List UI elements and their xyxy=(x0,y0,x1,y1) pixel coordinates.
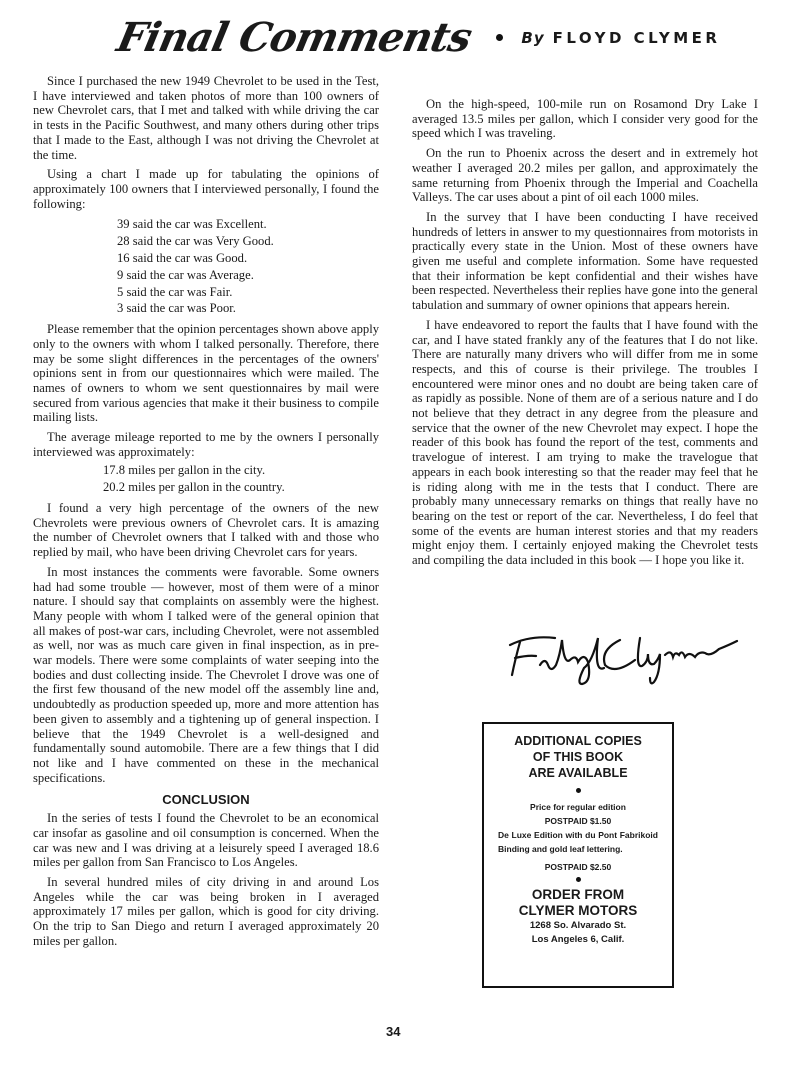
paragraph: I have endeavored to report the faults that I have found with the car, and I have stated frankly any of the features that I do not like. There are naturally many drivers who will differ from me in some respects, and this of course is their privilege. The troubles I encountered were minor ones and no doubt are being taken care of as rapidly as possible. None of them are of a serious nature and I do not believe that they detract in any degree from the pleasure and service that the owner of the new Chevrolet may expect. I hope the reader of this book has found the report of the test, comments and travelogue of interest. I am trying to make the travelogue that appears in each book interesting so that the reader may feel that he is riding along with me in the tests that I conduct. There are probably many unnecessary remarks on things that really have no bearing on the test or report of the car. Nevertheless, I do feel that some of the events are human interest stories and that my readers might enjoy them. I certainly enjoyed making the Chevrolet tests and compiling the data included in this book — I hope you like it. xyxy=(412,317,758,568)
page-number: 34 xyxy=(386,1024,401,1039)
ad-headline: OF THIS BOOK xyxy=(532,750,624,764)
paragraph: On the high-speed, 100-mile run on Rosamond Dry Lake I averaged 13.5 miles per gallon, which I consider very good for the speed which I was traveling. xyxy=(412,97,758,141)
page-title: Final Comments xyxy=(113,14,476,61)
additional-copies-ad xyxy=(482,722,674,988)
list-item: 9 said the car was Average. xyxy=(117,267,254,282)
paragraph: On the run to Phoenix across the desert and in extremely hot weather I averaged 20.2 miles per gallon, and approximately the same returning from Phoenix through the Imperial and Coachella Valleys. The car uses about a pint of oil each 1000 miles. xyxy=(412,146,758,205)
left-column xyxy=(33,74,379,953)
list-item: 3 said the car was Poor. xyxy=(117,301,236,316)
mileage-list xyxy=(33,462,379,496)
ad-headline: ADDITIONAL COPIES xyxy=(514,734,642,748)
deluxe-edition-text: De Luxe Edition with du Pont Fabrikoid Binding and gold leaf lettering. xyxy=(498,830,658,854)
paragraph: Using a chart I made up for tabulating the opinions of approximately 100 owners that I interviewed personally, I found the following: xyxy=(33,167,379,211)
author-name: FLOYD CLYMER xyxy=(552,28,721,47)
right-column xyxy=(412,97,758,573)
price-regular: POSTPAID $1.50 xyxy=(544,816,612,826)
byline-by: By xyxy=(521,28,545,47)
paragraph: In several hundred miles of city driving in and around Los Angeles while the car was being broken in I averaged approximately 17 miles per gallon, which is good for city driving. On the trip to San Diego and return I averaged approximately 20 miles per gallon. xyxy=(33,874,379,948)
paragraph: Please remember that the opinion percentages shown above apply only to the owners with whom I talked personally. Therefore, there may be some slight differences in the percentages of the owners' opinions sent in from our questionnaires which were mailed. The names of owners to whom we sent questionnaires by mail were secured from various agencies that make it their business to compile mailing lists. xyxy=(33,322,379,425)
list-item: 17.8 miles per gallon in the city. xyxy=(103,463,266,478)
order-from: ORDER FROM xyxy=(531,887,625,902)
address-line: Los Angeles 6, Calif. xyxy=(531,934,625,945)
list-item: 39 said the car was Excellent. xyxy=(117,217,267,232)
paragraph: Since I purchased the new 1949 Chevrolet to be used in the Test, I have interviewed and taken photos of more than 100 owners of new Chevrolet cars, that I met and talked with while driving the car in tests in the Pacific Southwest, and many others during other trips that I made to the East, although I was not driving the Chevrolet at the time. xyxy=(33,74,379,162)
price-label: Price for regular edition xyxy=(530,802,626,812)
paragraph: I found a very high percentage of the owners of the new Chevrolets were previous owners of Chevrolet cars. It is amazing the number of Chevrolet owners that I talked with and those who replied by mail, who have been driving Chevrolet cars for years. xyxy=(33,501,379,560)
list-item: 5 said the car was Fair. xyxy=(117,284,233,299)
page-header xyxy=(113,14,721,64)
company-name: CLYMER MOTORS xyxy=(518,903,638,918)
bullet xyxy=(576,877,581,882)
paragraph: In most instances the comments were favorable. Some owners had had some trouble — however, most of them were of a minor nature. I should say that complaints on assembly were the highest. Many people with whom I talked were of the general opinion that all makes of post-war cars, including Chevrolet, were not assembled as well, nor was as much care given in final inspection, as in pre-war models. There were some complaints of water seeping into the bodies and dust collecting inside. The Chevrolet I drove was one of the first few thousand of the new model off the assembly line and, undoubtedly as production speeded up, more and more attention has been given to assembly and a tightening up of general inspection. I believe that the 1949 Chevrolet is a well-designed and fundamentally sound automobile. There are a few things that I did not like and I have commented on these in the mechanical specifications. xyxy=(33,564,379,785)
bullet-separator xyxy=(496,34,503,41)
price-deluxe: POSTPAID $2.50 xyxy=(544,862,612,872)
address-line: 1268 So. Alvarado St. xyxy=(529,920,627,931)
list-item: 16 said the car was Good. xyxy=(117,250,248,265)
ratings-list xyxy=(33,216,379,317)
paragraph: In the series of tests I found the Chevrolet to be an economical car insofar as gasoline and oil consumption is concerned. When the car was new and I was driving at a leisurely speed I averaged 18.6 miles per gallon from San Francisco to Los Angeles. xyxy=(33,811,379,870)
conclusion-heading: CONCLUSION xyxy=(162,792,250,808)
ad-headline: ARE AVAILABLE xyxy=(528,766,628,780)
paragraph: The average mileage reported to me by the owners I personally interviewed was approximately: xyxy=(33,430,379,459)
list-item: 28 said the car was Very Good. xyxy=(117,234,274,249)
signature xyxy=(500,620,740,690)
paragraph: In the survey that I have been conducting I have received hundreds of letters in answer to my questionnaires from motorists in practically every state in the Union. Most of these owners have given me useful and complete information. Some have requested that their information be kept confidential and their wishes have been respected. Nevertheless their replies have gone into the general tabulation and summary of owner opinions that appears herein. xyxy=(412,209,758,313)
list-item: 20.2 miles per gallon in the country. xyxy=(103,480,285,495)
bullet xyxy=(576,788,581,793)
byline xyxy=(521,29,720,47)
